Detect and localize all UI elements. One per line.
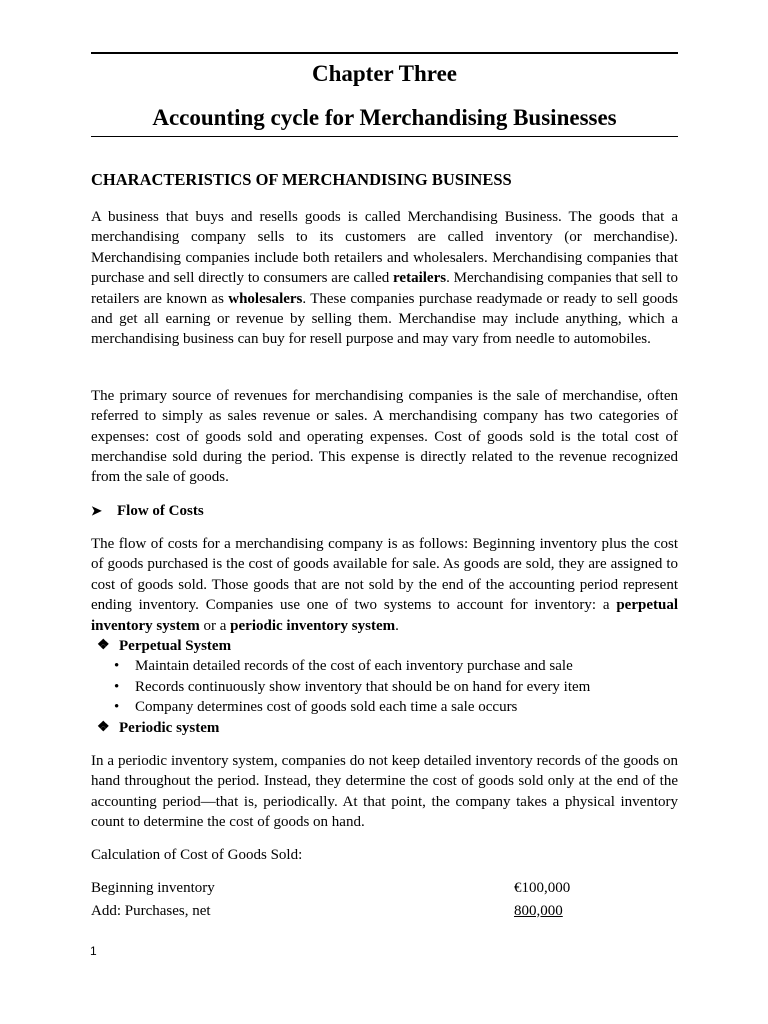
document-page [91,52,678,923]
term-retailers: retailers [393,270,447,287]
bullet-icon: • [114,699,120,716]
row-amount: €100,000 [514,879,571,896]
calculation-label: Calculation of Cost of Goods Sold: [91,846,303,863]
list-item: • Records continuously show inventory that should be on hand for every item [114,677,678,697]
page-number: 1 [90,944,97,958]
term-periodic: periodic inventory system [230,617,396,634]
paragraph-revenues: The primary source of revenues for merchandising companies is the sale of merchandise, often referred to simply as sales revenue or sales. A merchandising company has two categories of expenses: cost of goods sold and operating expenses. Cost of goods sold is the total cost of merchandise sold during the period. This expense is directly related to the revenue recognized from the sale of goods. [91,387,678,486]
table-row [91,877,678,900]
term-wholesalers: wholesalers [228,290,303,307]
flow-of-costs-heading: ➤ Flow of Costs [91,502,204,519]
row-label: Beginning inventory [91,879,215,896]
term-perpetual: perpetual inventory system [91,597,678,634]
diamond-bullet-icon: ❖ [97,719,110,735]
paragraph-flow: The flow of costs for a merchandising company is as follows: Beginning inventory plus the cost of goods purchased is the cost of goods available for sale. As goods are sold, they are assigned to cost of goods sold. Those goods that are not sold by the end of the accounting period represent ending inventory. Companies use one of two systems to account for inventory: a perpetual inventory system or a periodic inventory system. [91,535,678,634]
list-item: • Company determines cost of goods sold each time a sale occurs [114,697,678,717]
row-label: Add: Purchases, net [91,902,211,919]
chapter-title: Chapter Three [311,61,458,86]
calculation-table [91,877,678,923]
chapter-subtitle: Accounting cycle for Merchandising Businesses [152,105,617,130]
title-underline [91,136,678,137]
row-amount: 800,000 [514,902,563,919]
periodic-heading: ❖ Periodic system [91,718,678,738]
section-heading: CHARACTERISTICS OF MERCHANDISING BUSINESS [91,170,512,189]
perpetual-heading: ❖ Perpetual System [91,636,678,656]
table-row [91,900,678,923]
list-item: • Maintain detailed records of the cost of each inventory purchase and sale [114,656,678,676]
bullet-icon: • [114,658,120,675]
arrow-bullet-icon: ➤ [91,502,102,518]
diamond-bullet-icon: ❖ [97,637,110,653]
paragraph-periodic: In a periodic inventory system, companies do not keep detailed inventory records of the goods on hand throughout the period. Instead, they determine the cost of goods sold only at the end of the accounting period—that is, periodically. At that point, the company takes a physical inventory count to determine the cost of goods on hand. [91,752,678,831]
bullet-icon: • [114,678,120,695]
perpetual-list [91,656,678,717]
top-rule [91,52,678,54]
paragraph-intro: A business that buys and resells goods is called Merchandising Business. The goods that a merchandising company sells to its customers are called inventory (or merchandise). Merchandising companies include both retailers and wholesalers. Merchandising companies that purchase and sell directly to consumers are called retailers. Merchandising companies that sell to retailers are known as wholesalers. These companies purchase readymade or ready to sell goods and get all earning or revenue by selling them. Merchandise may include anything, which a merchandising business can buy for resell purpose and may vary from needle to automobiles. [91,209,678,348]
